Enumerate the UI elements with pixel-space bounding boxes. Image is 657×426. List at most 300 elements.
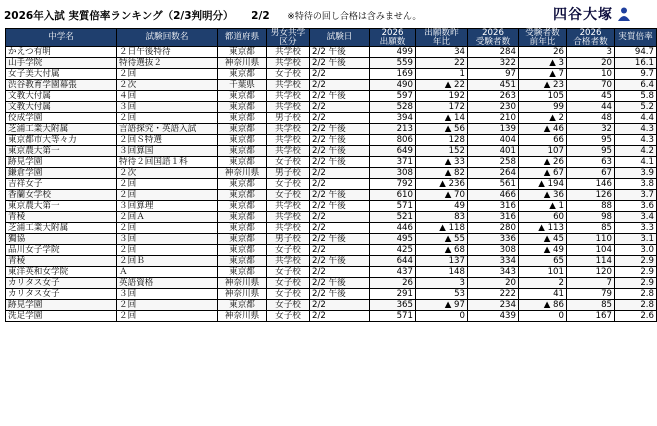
cell-col-applicants-yoy: ▲ 70 [416,190,468,201]
cell-col-pref: 東京都 [218,146,267,157]
header-col-applicants-yoy: 出願数昨 年比 [416,29,468,47]
cell-col-exam: 英語資格 [117,278,218,289]
cell-col-type: 女子校 [267,289,310,300]
cell-col-passers: 20 [567,58,615,69]
cell-col-applicants-yoy: 34 [416,47,468,58]
cell-col-ratio: 5.8 [615,91,657,102]
cell-col-ratio: 3.3 [615,223,657,234]
cell-col-school: 芝浦工業大附属 [6,124,117,135]
cell-col-examinees: 401 [468,146,519,157]
table-row [6,190,657,201]
table-row [6,267,657,278]
cell-col-school: 吉祥女子 [6,179,117,190]
cell-col-exam: ４回 [117,91,218,102]
cell-col-applicants-yoy: ▲ 14 [416,113,468,124]
cell-col-school: かえつ有明 [6,47,117,58]
cell-col-pref: 東京都 [218,256,267,267]
cell-col-type: 女子校 [267,278,310,289]
cell-col-examinees: 20 [468,278,519,289]
cell-col-type: 共学校 [267,256,310,267]
cell-col-type: 女子校 [267,300,310,311]
table-row [6,124,657,135]
logo-text: 四谷大塚 [553,7,613,23]
cell-col-date: 2/2 午後 [310,190,370,201]
cell-col-exam: 特待２回国語１科 [117,157,218,168]
cell-col-examinees: 343 [468,267,519,278]
cell-col-date: 2/2 午後 [310,201,370,212]
cell-col-examinees-yoy: 66 [519,135,567,146]
cell-col-type: 共学校 [267,212,310,223]
cell-col-examinees: 316 [468,212,519,223]
yotsuya-otsuka-logo-icon [616,6,632,22]
cell-col-pref: 東京都 [218,245,267,256]
cell-col-school: 洗足学園 [6,311,117,322]
cell-col-type: 男子校 [267,168,310,179]
cell-col-exam: ２次 [117,80,218,91]
table-row [6,179,657,190]
header-col-applicants: 2026 出願数 [370,29,416,47]
cell-col-applicants: 571 [370,201,416,212]
cell-col-pref: 東京都 [218,234,267,245]
cell-col-date: 2/2 午後 [310,234,370,245]
cell-col-type: 共学校 [267,58,310,69]
cell-col-examinees: 139 [468,124,519,135]
cell-col-applicants-yoy: ▲ 97 [416,300,468,311]
cell-col-exam: ３回 [117,102,218,113]
footnote: ※特待の回し合格は含みません。 [287,12,422,22]
table-row [6,245,657,256]
cell-col-applicants-yoy: ▲ 68 [416,245,468,256]
table-row [6,168,657,179]
cell-col-passers: 7 [567,278,615,289]
ranking-table [5,28,657,322]
cell-col-examinees-yoy: 105 [519,91,567,102]
cell-col-date: 2/2 [310,212,370,223]
cell-col-examinees-yoy: ▲ 7 [519,69,567,80]
cell-col-examinees-yoy: 99 [519,102,567,113]
cell-col-applicants-yoy: ▲ 55 [416,234,468,245]
header-col-passers: 2026 合格者数 [567,29,615,47]
cell-col-applicants-yoy: ▲ 22 [416,80,468,91]
cell-col-applicants-yoy: 152 [416,146,468,157]
table-row [6,157,657,168]
cell-col-date: 2/2 [310,168,370,179]
cell-col-examinees-yoy: ▲ 86 [519,300,567,311]
cell-col-school: 東京農大第一 [6,146,117,157]
cell-col-school: カリタス女子 [6,289,117,300]
cell-col-passers: 95 [567,146,615,157]
cell-col-date: 2/2 午後 [310,58,370,69]
table-row [6,289,657,300]
cell-col-examinees: 322 [468,58,519,69]
cell-col-passers: 3 [567,47,615,58]
table-row [6,223,657,234]
cell-col-examinees-yoy: ▲ 67 [519,168,567,179]
cell-col-pref: 東京都 [218,47,267,58]
cell-col-passers: 85 [567,223,615,234]
cell-col-school: 文教大付属 [6,91,117,102]
cell-col-ratio: 2.9 [615,256,657,267]
cell-col-exam: ２回 [117,190,218,201]
cell-col-type: 共学校 [267,135,310,146]
cell-col-applicants: 308 [370,168,416,179]
cell-col-examinees-yoy: ▲ 194 [519,179,567,190]
cell-col-examinees: 404 [468,135,519,146]
cell-col-type: 共学校 [267,201,310,212]
cell-col-date: 2/2 午後 [310,47,370,58]
cell-col-ratio: 9.7 [615,69,657,80]
cell-col-passers: 120 [567,267,615,278]
cell-col-applicants: 446 [370,223,416,234]
cell-col-examinees-yoy: ▲ 1 [519,201,567,212]
cell-col-type: 男子校 [267,234,310,245]
brand-logo [553,4,632,24]
cell-col-date: 2/2 午後 [310,256,370,267]
cell-col-passers: 48 [567,113,615,124]
cell-col-examinees: 316 [468,201,519,212]
cell-col-school: 跡見学園 [6,157,117,168]
cell-col-applicants: 499 [370,47,416,58]
cell-col-passers: 110 [567,234,615,245]
cell-col-type: 共学校 [267,146,310,157]
cell-col-exam: 言語探究・英語入試 [117,124,218,135]
cell-col-ratio: 6.4 [615,80,657,91]
cell-col-type: 男子校 [267,113,310,124]
cell-col-applicants-yoy: 192 [416,91,468,102]
cell-col-examinees: 234 [468,300,519,311]
cell-col-date: 2/2 午後 [310,124,370,135]
cell-col-examinees: 97 [468,69,519,80]
cell-col-date: 2/2 [310,245,370,256]
cell-col-ratio: 4.2 [615,146,657,157]
table-row [6,146,657,157]
header-col-date: 試験日 [310,29,370,47]
cell-col-passers: 85 [567,300,615,311]
table-row [6,212,657,223]
cell-col-applicants: 291 [370,289,416,300]
table-row [6,69,657,80]
cell-col-ratio: 2.9 [615,267,657,278]
cell-col-school: 青稜 [6,212,117,223]
cell-col-passers: 146 [567,179,615,190]
cell-col-examinees-yoy: ▲ 26 [519,157,567,168]
cell-col-applicants: 644 [370,256,416,267]
cell-col-pref: 東京都 [218,69,267,80]
cell-col-examinees: 222 [468,289,519,300]
cell-col-date: 2/2 [310,223,370,234]
cell-col-pref: 東京都 [218,223,267,234]
cell-col-ratio: 4.3 [615,135,657,146]
cell-col-date: 2/2 [310,69,370,80]
cell-col-date: 2/2 [310,179,370,190]
header-col-pref: 都道府県 [218,29,267,47]
cell-col-type: 女子校 [267,157,310,168]
cell-col-exam: ３回算国 [117,146,218,157]
cell-col-type: 女子校 [267,179,310,190]
header-col-examinees: 2026 受験者数 [468,29,519,47]
cell-col-examinees: 336 [468,234,519,245]
cell-col-examinees-yoy: 101 [519,267,567,278]
cell-col-type: 女子校 [267,311,310,322]
page-title [4,8,421,23]
cell-col-examinees-yoy: ▲ 49 [519,245,567,256]
cell-col-ratio: 3.7 [615,190,657,201]
table-row [6,102,657,113]
cell-col-date: 2/2 午後 [310,157,370,168]
cell-col-applicants: 371 [370,157,416,168]
cell-col-examinees: 439 [468,311,519,322]
cell-col-applicants-yoy: 128 [416,135,468,146]
cell-col-examinees-yoy: 0 [519,311,567,322]
cell-col-ratio: 3.6 [615,201,657,212]
cell-col-school: 品川女子学院 [6,245,117,256]
cell-col-ratio: 2.9 [615,278,657,289]
cell-col-ratio: 3.1 [615,234,657,245]
cell-col-applicants-yoy: ▲ 33 [416,157,468,168]
cell-col-exam: ２回 [117,223,218,234]
cell-col-examinees: 466 [468,190,519,201]
cell-col-passers: 126 [567,190,615,201]
header-col-school: 中学名 [6,29,117,47]
cell-col-school: 東洋英和女学院 [6,267,117,278]
cell-col-pref: 神奈川県 [218,289,267,300]
cell-col-examinees-yoy: 2 [519,278,567,289]
cell-col-exam: ２回 [117,69,218,80]
cell-col-examinees: 264 [468,168,519,179]
table-row [6,80,657,91]
header-col-exam: 試験回数名 [117,29,218,47]
cell-col-date: 2/2 午後 [310,278,370,289]
cell-col-type: 共学校 [267,91,310,102]
cell-col-date: 2/2 [310,267,370,278]
cell-col-ratio: 5.2 [615,102,657,113]
cell-col-school: 渋谷教育学園幕張 [6,80,117,91]
cell-col-school: 文教大付属 [6,102,117,113]
cell-col-passers: 95 [567,135,615,146]
table-row [6,311,657,322]
cell-col-pref: 東京都 [218,91,267,102]
cell-col-school: 東京都市大等々力 [6,135,117,146]
cell-col-passers: 67 [567,168,615,179]
cell-col-pref: 東京都 [218,113,267,124]
cell-col-exam: ２回 [117,300,218,311]
cell-col-applicants: 495 [370,234,416,245]
cell-col-examinees-yoy: ▲ 23 [519,80,567,91]
cell-col-ratio: 3.0 [615,245,657,256]
cell-col-passers: 88 [567,201,615,212]
cell-col-applicants: 521 [370,212,416,223]
cell-col-passers: 63 [567,157,615,168]
cell-col-applicants: 597 [370,91,416,102]
cell-col-date: 2/2 [310,102,370,113]
cell-col-school: 佼成学園 [6,113,117,124]
cell-col-pref: 東京都 [218,135,267,146]
cell-col-exam: ３回 [117,234,218,245]
cell-col-passers: 104 [567,245,615,256]
cell-col-date: 2/2 午後 [310,135,370,146]
cell-col-school: 香蘭女学校 [6,190,117,201]
cell-col-date: 2/2 [310,311,370,322]
cell-col-exam: ２回 [117,311,218,322]
cell-col-examinees: 263 [468,91,519,102]
cell-col-school: 芝浦工業大附属 [6,223,117,234]
cell-col-school: 鎌倉学園 [6,168,117,179]
cell-col-applicants: 490 [370,80,416,91]
cell-col-examinees-yoy: ▲ 113 [519,223,567,234]
cell-col-examinees: 280 [468,223,519,234]
cell-col-date: 2/2 午後 [310,91,370,102]
cell-col-school: 東京農大第一 [6,201,117,212]
cell-col-passers: 167 [567,311,615,322]
cell-col-applicants-yoy: 49 [416,201,468,212]
page-indicator: 2/2 [251,10,270,22]
cell-col-applicants: 213 [370,124,416,135]
table-row [6,91,657,102]
table-header-row [6,29,657,47]
cell-col-applicants: 425 [370,245,416,256]
table-row [6,234,657,245]
table-row [6,47,657,58]
cell-col-applicants: 26 [370,278,416,289]
cell-col-type: 女子校 [267,245,310,256]
cell-col-applicants: 528 [370,102,416,113]
cell-col-passers: 45 [567,91,615,102]
cell-col-exam: ３回算理 [117,201,218,212]
cell-col-examinees-yoy: ▲ 2 [519,113,567,124]
cell-col-applicants-yoy: ▲ 56 [416,124,468,135]
cell-col-exam: ２回 [117,245,218,256]
cell-col-applicants-yoy: 148 [416,267,468,278]
cell-col-pref: 東京都 [218,300,267,311]
table-row [6,256,657,267]
cell-col-ratio: 16.1 [615,58,657,69]
table-row [6,135,657,146]
cell-col-applicants-yoy: ▲ 82 [416,168,468,179]
cell-col-ratio: 3.9 [615,168,657,179]
cell-col-applicants-yoy: 0 [416,311,468,322]
cell-col-passers: 79 [567,289,615,300]
cell-col-applicants-yoy: 3 [416,278,468,289]
cell-col-examinees: 230 [468,102,519,113]
header-col-examinees-yoy: 受験者数 前年比 [519,29,567,47]
cell-col-type: 共学校 [267,124,310,135]
cell-col-pref: 東京都 [218,102,267,113]
cell-col-applicants: 806 [370,135,416,146]
cell-col-examinees-yoy: 65 [519,256,567,267]
cell-col-applicants-yoy: 137 [416,256,468,267]
cell-col-exam: ２回 [117,113,218,124]
cell-col-exam: 特待選抜２ [117,58,218,69]
cell-col-pref: 東京都 [218,267,267,278]
cell-col-applicants: 437 [370,267,416,278]
cell-col-school: 獨協 [6,234,117,245]
cell-col-pref: 神奈川県 [218,278,267,289]
cell-col-examinees: 210 [468,113,519,124]
cell-col-examinees-yoy: 41 [519,289,567,300]
header-col-ratio: 実質倍率 [615,29,657,47]
cell-col-applicants: 559 [370,58,416,69]
cell-col-school: 山手学院 [6,58,117,69]
cell-col-exam: ２回Ｂ [117,256,218,267]
cell-col-exam: ２日午後特待 [117,47,218,58]
cell-col-pref: 東京都 [218,190,267,201]
cell-col-school: 青稜 [6,256,117,267]
cell-col-pref: 東京都 [218,212,267,223]
cell-col-ratio: 3.8 [615,179,657,190]
cell-col-type: 共学校 [267,102,310,113]
cell-col-passers: 70 [567,80,615,91]
cell-col-type: 共学校 [267,47,310,58]
cell-col-passers: 32 [567,124,615,135]
cell-col-applicants: 792 [370,179,416,190]
cell-col-exam: Ａ [117,267,218,278]
cell-col-applicants-yoy: 1 [416,69,468,80]
cell-col-ratio: 3.4 [615,212,657,223]
cell-col-type: 女子校 [267,190,310,201]
cell-col-passers: 98 [567,212,615,223]
cell-col-applicants-yoy: ▲ 118 [416,223,468,234]
cell-col-pref: 東京都 [218,201,267,212]
cell-col-pref: 東京都 [218,124,267,135]
cell-col-applicants-yoy: 53 [416,289,468,300]
cell-col-passers: 114 [567,256,615,267]
cell-col-applicants-yoy: 172 [416,102,468,113]
cell-col-date: 2/2 午後 [310,146,370,157]
cell-col-school: 跡見学園 [6,300,117,311]
cell-col-type: 女子校 [267,267,310,278]
cell-col-examinees: 334 [468,256,519,267]
table-row [6,278,657,289]
cell-col-ratio: 2.8 [615,289,657,300]
table-row [6,300,657,311]
cell-col-applicants: 649 [370,146,416,157]
cell-col-ratio: 4.1 [615,157,657,168]
cell-col-ratio: 94.7 [615,47,657,58]
cell-col-pref: 神奈川県 [218,168,267,179]
cell-col-ratio: 4.4 [615,113,657,124]
cell-col-date: 2/2 [310,80,370,91]
cell-col-examinees-yoy: ▲ 36 [519,190,567,201]
cell-col-examinees: 308 [468,245,519,256]
cell-col-examinees: 284 [468,47,519,58]
cell-col-date: 2/2 [310,113,370,124]
cell-col-exam: ２回Ａ [117,212,218,223]
cell-col-examinees-yoy: 26 [519,47,567,58]
cell-col-examinees: 561 [468,179,519,190]
cell-col-exam: ３回 [117,289,218,300]
cell-col-pref: 東京都 [218,157,267,168]
cell-col-school: カリタス女子 [6,278,117,289]
cell-col-pref: 東京都 [218,179,267,190]
cell-col-applicants: 571 [370,311,416,322]
cell-col-ratio: 2.8 [615,300,657,311]
cell-col-type: 共学校 [267,80,310,91]
cell-col-ratio: 2.6 [615,311,657,322]
cell-col-examinees: 258 [468,157,519,168]
cell-col-applicants-yoy: 22 [416,58,468,69]
table-row [6,113,657,124]
cell-col-exam: ２次 [117,168,218,179]
cell-col-passers: 44 [567,102,615,113]
cell-col-school: 女子美大付属 [6,69,117,80]
cell-col-applicants: 169 [370,69,416,80]
cell-col-type: 女子校 [267,69,310,80]
cell-col-exam: ２回Ｓ特選 [117,135,218,146]
title-text: 2026年入試 実質倍率ランキング（2/3判明分） [4,10,234,22]
cell-col-exam: ２回 [117,179,218,190]
cell-col-examinees-yoy: 60 [519,212,567,223]
cell-col-applicants-yoy: 83 [416,212,468,223]
